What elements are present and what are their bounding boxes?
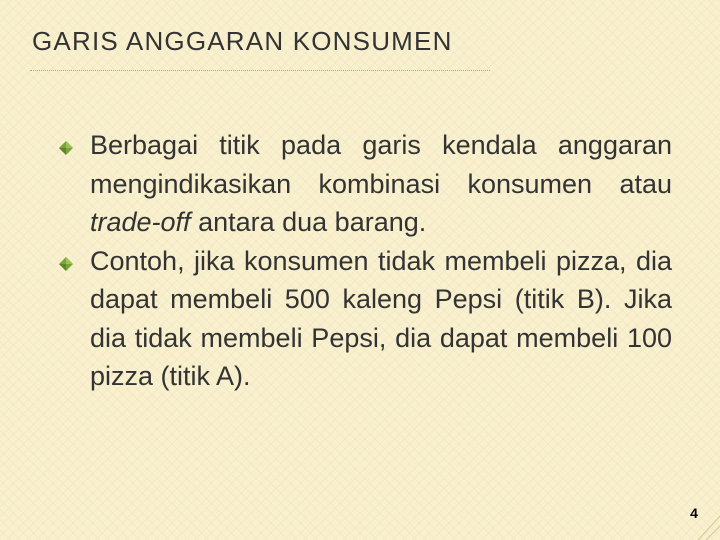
bullet-item [58,242,672,396]
bullet-item [58,126,672,242]
bullet-list [58,126,672,396]
bullet-diamond-icon [58,256,74,272]
title-divider [30,70,490,71]
corner-decoration [684,496,720,540]
bullet-emphasis: trade-off [90,207,191,237]
bullet-text: Contoh, jika konsumen tidak membeli pizza, dia dapat membeli 500 kaleng Pepsi (titik B). Jika dia tidak membeli Pepsi, dia dapat membeli 100 pizza (titik A). [90,245,672,391]
bullet-text-end: antara dua barang. [190,207,427,237]
bullet-text: Berbagai titik pada garis kendala anggaran mengindikasikan kombinasi konsumen atau [90,130,672,199]
bullet-diamond-icon [58,140,74,156]
slide-title: GARIS ANGGARAN KONSUMEN [32,26,453,56]
page-number: 4 [690,505,698,521]
